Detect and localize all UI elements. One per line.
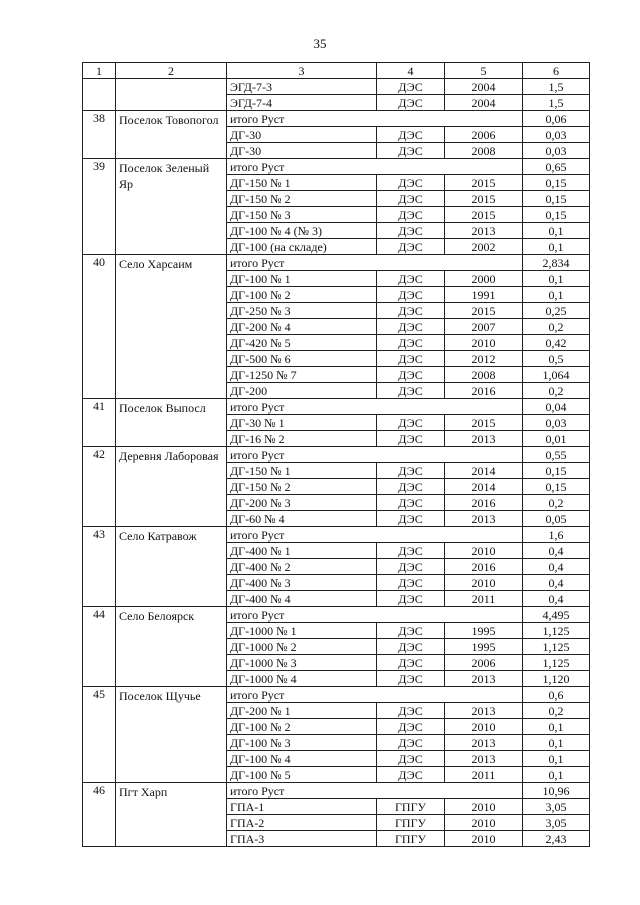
unit-year-cell: 2014 (445, 479, 523, 495)
unit-power-cell: 0,5 (523, 351, 590, 367)
unit-type-cell: ДЭС (377, 703, 445, 719)
total-label-cell: итого Руст (227, 783, 445, 799)
unit-type-cell: ДЭС (377, 175, 445, 191)
settlement-name-cell: Пгт Харп (116, 783, 227, 847)
total-label-cell: итого Руст (227, 159, 445, 175)
unit-year-cell: 2010 (445, 335, 523, 351)
unit-year-cell: 2000 (445, 271, 523, 287)
unit-power-cell: 0,15 (523, 191, 590, 207)
settlement-name-cell: Поселок Зеленый Яр (116, 159, 227, 255)
unit-type-cell: ДЭС (377, 655, 445, 671)
unit-name-cell: ДГ-100 № 4 (№ 3) (227, 223, 377, 239)
unit-year-cell: 2016 (445, 383, 523, 399)
unit-year-cell: 2013 (445, 431, 523, 447)
unit-type-cell: ДЭС (377, 495, 445, 511)
unit-type-cell: ДЭС (377, 383, 445, 399)
unit-power-cell: 0,1 (523, 239, 590, 255)
unit-power-cell: 1,125 (523, 623, 590, 639)
unit-power-cell: 0,1 (523, 767, 590, 783)
settlement-number-cell (83, 79, 116, 111)
settlement-number-cell: 38 (83, 111, 116, 159)
unit-year-cell: 2013 (445, 751, 523, 767)
empty-cell (445, 527, 523, 543)
unit-power-cell: 1,120 (523, 671, 590, 687)
unit-power-cell: 0,2 (523, 495, 590, 511)
unit-year-cell: 2015 (445, 207, 523, 223)
settlement-number-cell: 39 (83, 159, 116, 255)
unit-name-cell: ДГ-100 № 2 (227, 287, 377, 303)
settlement-name-cell: Поселок Щучье (116, 687, 227, 783)
unit-type-cell: ДЭС (377, 79, 445, 95)
unit-type-cell: ДЭС (377, 559, 445, 575)
unit-year-cell: 2013 (445, 223, 523, 239)
unit-name-cell: ДГ-150 № 1 (227, 463, 377, 479)
unit-year-cell: 1995 (445, 639, 523, 655)
unit-power-cell: 0,03 (523, 127, 590, 143)
settlement-total-row (83, 447, 590, 463)
unit-name-cell: ДГ-1250 № 7 (227, 367, 377, 383)
total-label-cell: итого Руст (227, 111, 445, 127)
unit-year-cell: 2008 (445, 367, 523, 383)
unit-type-cell: ДЭС (377, 415, 445, 431)
total-power-cell: 10,96 (523, 783, 590, 799)
unit-name-cell: ДГ-400 № 2 (227, 559, 377, 575)
unit-name-cell: ДГ-30 № 1 (227, 415, 377, 431)
unit-name-cell: ДГ-100 № 2 (227, 719, 377, 735)
total-power-cell: 1,6 (523, 527, 590, 543)
settlement-total-row (83, 527, 590, 543)
settlement-total-row (83, 255, 590, 271)
empty-cell (445, 687, 523, 703)
empty-cell (445, 447, 523, 463)
unit-power-cell: 0,4 (523, 559, 590, 575)
unit-type-cell: ДЭС (377, 431, 445, 447)
unit-power-cell: 1,5 (523, 79, 590, 95)
unit-year-cell: 2010 (445, 815, 523, 831)
unit-year-cell: 2012 (445, 351, 523, 367)
unit-type-cell: ДЭС (377, 623, 445, 639)
unit-power-cell: 0,15 (523, 463, 590, 479)
unit-name-cell: ДГ-200 № 4 (227, 319, 377, 335)
unit-type-cell: ДЭС (377, 575, 445, 591)
unit-name-cell: ДГ-200 № 1 (227, 703, 377, 719)
unit-name-cell: ДГ-1000 № 1 (227, 623, 377, 639)
unit-power-cell: 0,4 (523, 575, 590, 591)
unit-year-cell: 2015 (445, 175, 523, 191)
settlement-number-cell: 41 (83, 399, 116, 447)
unit-year-cell: 2004 (445, 95, 523, 111)
header-cell: 1 (83, 63, 116, 79)
settlement-name-cell: Поселок Товопогол (116, 111, 227, 159)
unit-power-cell: 0,15 (523, 175, 590, 191)
unit-power-cell: 0,03 (523, 415, 590, 431)
unit-year-cell: 2007 (445, 319, 523, 335)
unit-name-cell: ДГ-1000 № 3 (227, 655, 377, 671)
unit-power-cell: 0,01 (523, 431, 590, 447)
unit-power-cell: 0,15 (523, 207, 590, 223)
unit-name-cell: ДГ-250 № 3 (227, 303, 377, 319)
settlement-name-cell: Село Белоярск (116, 607, 227, 687)
settlement-name-cell: Деревня Лаборовая (116, 447, 227, 527)
unit-power-cell: 2,43 (523, 831, 590, 847)
unit-power-cell: 0,1 (523, 735, 590, 751)
unit-name-cell: ДГ-1000 № 2 (227, 639, 377, 655)
unit-type-cell: ДЭС (377, 671, 445, 687)
unit-name-cell: ДГ-100 № 3 (227, 735, 377, 751)
page-number: 35 (313, 36, 327, 51)
unit-type-cell: ДЭС (377, 751, 445, 767)
unit-type-cell: ДЭС (377, 591, 445, 607)
unit-type-cell: ДЭС (377, 719, 445, 735)
unit-power-cell: 0,2 (523, 703, 590, 719)
header-cell: 5 (445, 63, 523, 79)
settlement-total-row (83, 687, 590, 703)
unit-year-cell: 1991 (445, 287, 523, 303)
unit-type-cell: ДЭС (377, 319, 445, 335)
unit-type-cell: ДЭС (377, 543, 445, 559)
unit-power-cell: 0,1 (523, 223, 590, 239)
unit-year-cell: 2013 (445, 703, 523, 719)
unit-type-cell: ДЭС (377, 223, 445, 239)
unit-power-cell: 1,5 (523, 95, 590, 111)
unit-power-cell: 1,125 (523, 639, 590, 655)
unit-power-cell: 0,05 (523, 511, 590, 527)
unit-power-cell: 3,05 (523, 815, 590, 831)
unit-year-cell: 2013 (445, 735, 523, 751)
unit-name-cell: ДГ-30 (227, 127, 377, 143)
unit-type-cell: ДЭС (377, 191, 445, 207)
settlement-total-row (83, 399, 590, 415)
unit-name-cell: ГПА-1 (227, 799, 377, 815)
empty-cell (445, 399, 523, 415)
table-body (83, 63, 590, 847)
unit-year-cell: 2013 (445, 671, 523, 687)
total-power-cell: 0,04 (523, 399, 590, 415)
unit-year-cell: 2011 (445, 767, 523, 783)
unit-type-cell: ДЭС (377, 511, 445, 527)
total-label-cell: итого Руст (227, 255, 445, 271)
unit-power-cell: 0,2 (523, 319, 590, 335)
unit-type-cell: ДЭС (377, 335, 445, 351)
total-label-cell: итого Руст (227, 607, 445, 623)
empty-cell (445, 111, 523, 127)
unit-name-cell: ДГ-150 № 3 (227, 207, 377, 223)
unit-year-cell: 2015 (445, 191, 523, 207)
unit-type-cell: ДЭС (377, 351, 445, 367)
unit-type-cell: ДЭС (377, 239, 445, 255)
unit-name-cell: ДГ-60 № 4 (227, 511, 377, 527)
unit-power-cell: 0,15 (523, 479, 590, 495)
unit-name-cell: ДГ-150 № 2 (227, 191, 377, 207)
unit-type-cell: ДЭС (377, 143, 445, 159)
total-power-cell: 0,06 (523, 111, 590, 127)
unit-type-cell: ГПГУ (377, 831, 445, 847)
unit-year-cell: 2010 (445, 543, 523, 559)
unit-name-cell: ДГ-400 № 3 (227, 575, 377, 591)
empty-cell (445, 783, 523, 799)
settlement-number-cell: 40 (83, 255, 116, 399)
unit-year-cell: 2004 (445, 79, 523, 95)
unit-power-cell: 1,125 (523, 655, 590, 671)
header-row (83, 63, 590, 79)
unit-year-cell: 2014 (445, 463, 523, 479)
header-cell: 6 (523, 63, 590, 79)
unit-name-cell: ДГ-400 № 4 (227, 591, 377, 607)
unit-name-cell: ДГ-100 № 4 (227, 751, 377, 767)
unit-year-cell: 2011 (445, 591, 523, 607)
settlement-total-row (83, 607, 590, 623)
unit-name-cell: ДГ-420 № 5 (227, 335, 377, 351)
unit-name-cell: ДГ-150 № 1 (227, 175, 377, 191)
empty-cell (445, 159, 523, 175)
total-power-cell: 0,55 (523, 447, 590, 463)
unit-power-cell: 0,25 (523, 303, 590, 319)
unit-power-cell: 0,1 (523, 751, 590, 767)
unit-power-cell: 0,42 (523, 335, 590, 351)
header-cell: 4 (377, 63, 445, 79)
header-cell: 3 (227, 63, 377, 79)
unit-year-cell: 2010 (445, 719, 523, 735)
total-label-cell: итого Руст (227, 399, 445, 415)
unit-name-cell: ДГ-100 № 5 (227, 767, 377, 783)
unit-year-cell: 2016 (445, 495, 523, 511)
unit-type-cell: ДЭС (377, 287, 445, 303)
unit-type-cell: ДЭС (377, 479, 445, 495)
unit-name-cell: ДГ-500 № 6 (227, 351, 377, 367)
settlement-name-cell (116, 79, 227, 111)
unit-name-cell: ДГ-1000 № 4 (227, 671, 377, 687)
unit-year-cell: 2006 (445, 127, 523, 143)
unit-name-cell: ДГ-100 № 1 (227, 271, 377, 287)
unit-name-cell: ЭГД-7-3 (227, 79, 377, 95)
unit-name-cell: ДГ-16 № 2 (227, 431, 377, 447)
unit-year-cell: 1995 (445, 623, 523, 639)
total-label-cell: итого Руст (227, 527, 445, 543)
unit-year-cell: 2010 (445, 575, 523, 591)
settlement-number-cell: 45 (83, 687, 116, 783)
unit-power-cell: 3,05 (523, 799, 590, 815)
unit-name-cell: ДГ-200 (227, 383, 377, 399)
unit-type-cell: ДЭС (377, 207, 445, 223)
unit-power-cell: 0,2 (523, 383, 590, 399)
unit-name-cell: ДГ-100 (на складе) (227, 239, 377, 255)
unit-name-cell: ЭГД-7-4 (227, 95, 377, 111)
unit-name-cell: ГПА-3 (227, 831, 377, 847)
unit-year-cell: 2015 (445, 303, 523, 319)
settlement-number-cell: 46 (83, 783, 116, 847)
unit-type-cell: ГПГУ (377, 815, 445, 831)
unit-type-cell: ДЭС (377, 127, 445, 143)
unit-power-cell: 1,064 (523, 367, 590, 383)
unit-power-cell: 0,1 (523, 287, 590, 303)
unit-year-cell: 2006 (445, 655, 523, 671)
unit-power-cell: 0,03 (523, 143, 590, 159)
settlement-number-cell: 44 (83, 607, 116, 687)
unit-name-cell: ДГ-30 (227, 143, 377, 159)
unit-type-cell: ДЭС (377, 767, 445, 783)
settlement-name-cell: Село Харсаим (116, 255, 227, 399)
total-power-cell: 0,65 (523, 159, 590, 175)
power-plants-table (82, 62, 590, 847)
unit-year-cell: 2010 (445, 799, 523, 815)
unit-type-cell: ДЭС (377, 95, 445, 111)
unit-type-cell: ДЭС (377, 639, 445, 655)
unit-power-cell: 0,4 (523, 591, 590, 607)
total-label-cell: итого Руст (227, 687, 445, 703)
settlement-total-row (83, 111, 590, 127)
unit-year-cell: 2008 (445, 143, 523, 159)
settlement-name-cell: Село Катравож (116, 527, 227, 607)
settlement-name-cell: Поселок Выпосл (116, 399, 227, 447)
total-power-cell: 4,495 (523, 607, 590, 623)
header-cell: 2 (116, 63, 227, 79)
total-power-cell: 2,834 (523, 255, 590, 271)
unit-name-cell: ДГ-200 № 3 (227, 495, 377, 511)
unit-power-cell: 0,4 (523, 543, 590, 559)
unit-year-cell: 2016 (445, 559, 523, 575)
unit-name-cell: ДГ-150 № 2 (227, 479, 377, 495)
unit-type-cell: ДЭС (377, 367, 445, 383)
unit-year-cell: 2010 (445, 831, 523, 847)
unit-type-cell: ДЭС (377, 303, 445, 319)
unit-type-cell: ДЭС (377, 463, 445, 479)
total-label-cell: итого Руст (227, 447, 445, 463)
unit-name-cell: ДГ-400 № 1 (227, 543, 377, 559)
unit-year-cell: 2015 (445, 415, 523, 431)
unit-power-cell: 0,1 (523, 719, 590, 735)
unit-year-cell: 2002 (445, 239, 523, 255)
table-row (83, 79, 590, 95)
settlement-total-row (83, 783, 590, 799)
unit-type-cell: ДЭС (377, 735, 445, 751)
unit-year-cell: 2013 (445, 511, 523, 527)
unit-type-cell: ДЭС (377, 271, 445, 287)
unit-type-cell: ГПГУ (377, 799, 445, 815)
settlement-number-cell: 43 (83, 527, 116, 607)
empty-cell (445, 607, 523, 623)
empty-cell (445, 255, 523, 271)
settlement-number-cell: 42 (83, 447, 116, 527)
settlement-total-row (83, 159, 590, 175)
unit-power-cell: 0,1 (523, 271, 590, 287)
unit-name-cell: ГПА-2 (227, 815, 377, 831)
total-power-cell: 0,6 (523, 687, 590, 703)
